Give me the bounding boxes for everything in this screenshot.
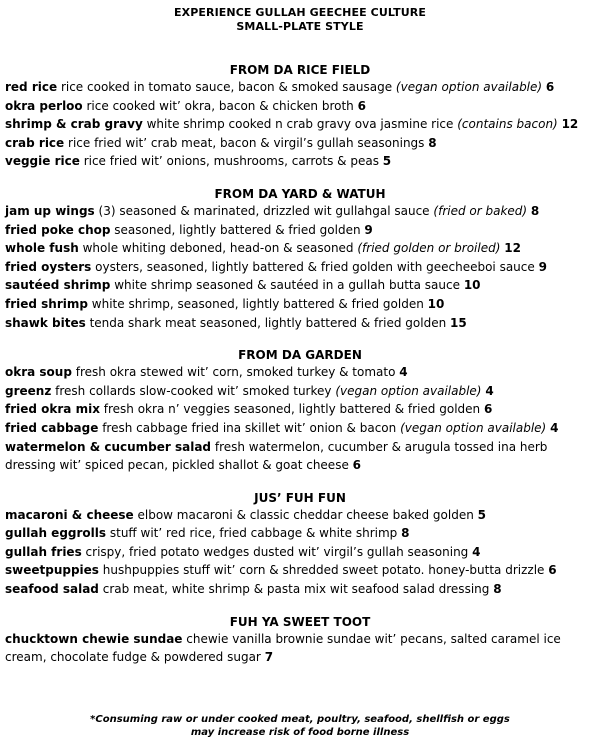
item-price: 4 — [550, 420, 559, 435]
item-desc: crab meat, white shrimp & pasta mix wit seafood salad dressing — [102, 582, 490, 597]
item-desc: stuff wit’ red rice, fried cabbage & white shrimp — [109, 526, 398, 541]
section-rice-field — [0, 62, 600, 171]
item-desc: whole whiting deboned, head-on & seasoned — [82, 241, 354, 256]
item-desc: chewie vanilla brownie sundae wit’ pecans, salted caramel ice cream, chocolate fudge & powdered sugar — [5, 631, 561, 665]
item-name: seafood salad — [5, 582, 99, 597]
item-note: (fried golden or broiled) — [357, 241, 501, 256]
item-price: 8 — [530, 203, 540, 218]
item-price: 6 — [545, 80, 555, 94]
item-price: 15 — [450, 315, 467, 330]
item-price: 8 — [401, 526, 410, 541]
item-desc: (3) seasoned & marinated, drizzled wit gullahgal sauce — [98, 203, 430, 218]
menu-item — [0, 258, 600, 277]
item-name: fried shrimp — [5, 296, 88, 311]
menu-header — [0, 0, 600, 34]
item-note: (vegan option available) — [400, 420, 547, 435]
menu-item — [0, 97, 600, 116]
item-name: watermelon & cucumber salad — [5, 439, 212, 454]
item-name: gullah fries — [5, 544, 82, 559]
item-name: red rice — [5, 80, 58, 94]
item-price: 4 — [472, 544, 481, 559]
item-name: sweetpuppies — [5, 563, 99, 578]
item-price: 12 — [561, 117, 579, 132]
item-desc: fresh watermelon, cucumber & arugula tossed ina herb dressing wit’ spiced pecan, pickled shallot & goat cheese — [5, 439, 548, 473]
menu-item — [0, 419, 600, 438]
item-desc: rice fried wit’ onions, mushrooms, carrots & peas — [83, 154, 379, 169]
health-disclaimer — [0, 713, 600, 739]
menu-item — [0, 202, 600, 221]
menu-item — [0, 295, 600, 314]
item-price: 10 — [427, 296, 445, 311]
section-title: JUS’ FUH FUN — [254, 490, 346, 505]
item-price: 4 — [399, 365, 408, 380]
item-desc: white shrimp cooked n crab gravy ova jasmine rice — [146, 117, 454, 132]
menu-item — [0, 382, 600, 401]
item-name: fried cabbage — [5, 420, 99, 435]
item-desc: fresh cabbage fried ina skillet wit’ onion & bacon — [102, 420, 397, 435]
item-name: shawk bites — [5, 315, 86, 330]
item-name: crab rice — [5, 135, 65, 150]
item-price: 12 — [504, 241, 521, 256]
menu-item — [0, 276, 600, 295]
item-name: chucktown chewie sundae — [5, 631, 183, 646]
item-name: okra perloo — [5, 98, 83, 113]
section-yard-watuh — [0, 186, 600, 332]
menu-item — [0, 314, 600, 333]
menu-item — [0, 506, 600, 525]
section-title: FUH YA SWEET TOOT — [229, 614, 371, 629]
item-price: 5 — [382, 154, 392, 169]
section-title: FROM DA YARD & WATUH — [214, 186, 386, 201]
menu-item — [0, 524, 600, 543]
menu-item — [0, 239, 600, 258]
menu-item — [0, 363, 600, 382]
menu-item — [0, 115, 600, 134]
section-jus-fuh-fun — [0, 490, 600, 599]
item-desc: white shrimp seasoned & sautéed in a gullah butta sauce — [114, 278, 460, 293]
item-name: fried oysters — [5, 259, 92, 274]
item-desc: white shrimp, seasoned, lightly battered & fried golden — [91, 296, 424, 311]
item-price: 6 — [483, 402, 493, 417]
menu-item — [0, 438, 600, 475]
item-price: 8 — [428, 135, 437, 150]
menu-item — [0, 78, 600, 97]
disclaimer-line: *Consuming raw or under cooked meat, poultry, seafood, shellfish or eggs — [90, 714, 510, 725]
menu-title: EXPERIENCE GULLAH GEECHEE CULTURE — [174, 6, 426, 19]
item-name: macaroni & cheese — [5, 507, 134, 522]
menu-item — [0, 221, 600, 240]
item-name: fried poke chop — [5, 222, 111, 237]
item-price: 7 — [264, 650, 274, 665]
item-desc: oysters, seasoned, lightly battered & fried golden with geecheeboi sauce — [95, 259, 535, 274]
item-note: (vegan option available) — [335, 383, 482, 398]
item-note: (contains bacon) — [457, 117, 558, 132]
item-price: 9 — [538, 259, 547, 274]
menu-item — [0, 152, 600, 171]
item-desc: crispy, fried potato wedges dusted wit’ virgil’s gullah seasoning — [85, 544, 469, 559]
item-name: shrimp & crab gravy — [5, 117, 143, 132]
menu-subtitle: SMALL-PLATE STYLE — [236, 20, 364, 33]
section-title: FROM DA GARDEN — [238, 348, 362, 363]
menu-item — [0, 134, 600, 153]
item-desc: fresh collards slow-cooked wit’ smoked turkey — [55, 383, 332, 398]
item-name: okra soup — [5, 365, 72, 380]
section-sweet-toot — [0, 614, 600, 667]
item-desc: elbow macaroni & classic cheddar cheese baked golden — [137, 507, 474, 522]
section-garden — [0, 347, 600, 475]
item-price: 6 — [357, 98, 366, 113]
item-desc: hushpuppies stuff wit’ corn & shredded sweet potato. honey-butta drizzle — [102, 563, 545, 578]
item-price: 6 — [548, 563, 557, 578]
item-desc: rice fried wit’ crab meat, bacon & virgil’s gullah seasonings — [68, 135, 425, 150]
item-desc: rice cooked wit’ okra, bacon & chicken broth — [86, 98, 354, 113]
item-name: whole fush — [5, 241, 79, 256]
item-name: fried okra mix — [5, 402, 100, 417]
item-name: greenz — [5, 383, 52, 398]
item-price: 8 — [493, 582, 502, 597]
item-price: 9 — [364, 222, 373, 237]
item-desc: fresh okra stewed wit’ corn, smoked turkey & tomato — [75, 365, 396, 380]
item-name: jam up wings — [5, 203, 95, 218]
item-desc: tenda shark meat seasoned, lightly battered & fried golden — [89, 315, 447, 330]
disclaimer-line: may increase risk of food borne illness — [190, 727, 410, 738]
item-note: (fried or baked) — [433, 203, 528, 218]
menu-item — [0, 580, 600, 599]
item-name: sautéed shrimp — [5, 278, 111, 293]
menu-item — [0, 561, 600, 580]
item-note: (vegan option available) — [395, 80, 543, 94]
item-desc: rice cooked in tomato sauce, bacon & smoked sausage — [60, 80, 393, 94]
item-name: gullah eggrolls — [5, 526, 107, 541]
menu-item — [0, 543, 600, 562]
item-price: 6 — [352, 458, 362, 473]
item-desc: seasoned, lightly battered & fried golden — [114, 222, 361, 237]
menu-item — [0, 400, 600, 419]
item-desc: fresh okra n’ veggies seasoned, lightly battered & fried golden — [103, 402, 481, 417]
item-price: 5 — [477, 507, 487, 522]
section-title: FROM DA RICE FIELD — [229, 63, 371, 77]
item-price: 4 — [485, 383, 494, 398]
menu-item — [0, 630, 600, 667]
item-name: veggie rice — [5, 154, 80, 169]
item-price: 10 — [463, 278, 481, 293]
